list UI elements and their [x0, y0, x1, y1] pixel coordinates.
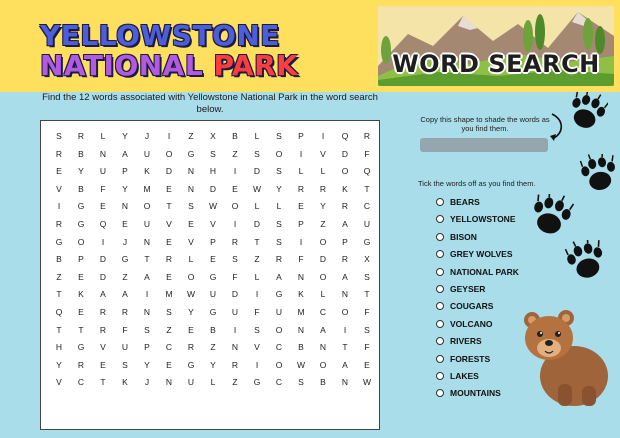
- grid-letter[interactable]: A: [342, 359, 348, 370]
- grid-letter[interactable]: F: [364, 342, 370, 353]
- grid-letter[interactable]: P: [298, 131, 304, 141]
- grid-letter[interactable]: N: [231, 342, 239, 353]
- tick-instruction: Tick the words off as you find them.: [418, 179, 536, 188]
- grid-letter[interactable]: P: [144, 342, 150, 353]
- title-yellowstone: YELLOWSTONE: [40, 19, 280, 52]
- tick-checkbox[interactable]: [436, 198, 444, 206]
- grid-letter[interactable]: N: [297, 324, 305, 335]
- grid-row: [41, 216, 379, 234]
- grid-row: [41, 146, 379, 164]
- grid-letter[interactable]: B: [210, 324, 216, 335]
- grid-letter[interactable]: E: [188, 324, 194, 335]
- grid-letter[interactable]: U: [363, 219, 371, 229]
- grid-letter[interactable]: D: [341, 148, 349, 159]
- grid-letter[interactable]: R: [77, 131, 85, 141]
- grid-letter[interactable]: L: [320, 166, 326, 177]
- grid-letter[interactable]: X: [364, 254, 370, 265]
- tick-checkbox[interactable]: [436, 355, 444, 363]
- grid-letter[interactable]: R: [297, 183, 305, 194]
- grid-letter[interactable]: I: [299, 148, 303, 159]
- grid-letter[interactable]: U: [121, 342, 129, 353]
- grid-letter[interactable]: D: [319, 254, 327, 265]
- grid-letter[interactable]: N: [187, 166, 195, 177]
- highlight-shape: [420, 138, 548, 152]
- grid-letter[interactable]: G: [253, 377, 261, 388]
- grid-row: [41, 181, 379, 199]
- grid-letter[interactable]: U: [231, 307, 239, 317]
- grid-letter[interactable]: S: [144, 324, 150, 335]
- grid-letter[interactable]: E: [232, 183, 238, 194]
- grid-letter[interactable]: C: [319, 307, 327, 317]
- title-national: NATIONAL: [40, 49, 204, 82]
- grid-letter[interactable]: R: [231, 236, 239, 247]
- grid-letter[interactable]: Q: [99, 219, 107, 229]
- grid-letter[interactable]: B: [232, 131, 238, 141]
- grid-letter[interactable]: Y: [320, 201, 326, 212]
- grid-letter[interactable]: T: [56, 289, 62, 300]
- grid-letter[interactable]: X: [210, 131, 216, 141]
- grid-letter[interactable]: O: [143, 201, 151, 212]
- word-label: NATIONAL PARK: [450, 266, 519, 277]
- grid-letter[interactable]: S: [298, 377, 304, 388]
- grid-letter[interactable]: R: [341, 254, 349, 265]
- grid-letter[interactable]: G: [55, 236, 63, 247]
- word-search-banner: [378, 6, 614, 86]
- grid-letter[interactable]: Y: [122, 131, 128, 141]
- grid-letter[interactable]: N: [341, 289, 349, 300]
- grid-letter[interactable]: F: [298, 254, 304, 265]
- word-label: FORESTS: [450, 353, 491, 364]
- grid-letter[interactable]: E: [100, 359, 106, 370]
- grid-letter[interactable]: E: [100, 201, 106, 212]
- grid-letter[interactable]: Y: [56, 359, 62, 370]
- grid-letter[interactable]: Y: [78, 166, 84, 177]
- grid-letter[interactable]: Z: [232, 377, 238, 388]
- grid-letter[interactable]: P: [298, 219, 304, 229]
- grid-letter[interactable]: G: [187, 359, 195, 370]
- grid-letter[interactable]: I: [343, 324, 347, 335]
- grid-letter[interactable]: A: [320, 324, 326, 335]
- grid-letter[interactable]: S: [276, 131, 282, 141]
- grid-letter[interactable]: J: [144, 377, 150, 388]
- grid-letter[interactable]: Y: [276, 183, 282, 194]
- grid-letter[interactable]: N: [99, 148, 107, 159]
- grid-letter[interactable]: Z: [188, 131, 194, 141]
- grid-letter[interactable]: L: [100, 131, 106, 141]
- grid-letter[interactable]: A: [100, 289, 106, 300]
- grid-letter[interactable]: A: [342, 219, 348, 229]
- grid-letter[interactable]: T: [78, 324, 84, 335]
- grid-letter[interactable]: I: [321, 131, 325, 141]
- grid-letter[interactable]: A: [342, 271, 348, 282]
- grid-letter[interactable]: G: [77, 342, 85, 353]
- grid-letter[interactable]: E: [166, 183, 172, 194]
- grid-row: [41, 234, 379, 252]
- grid-letter[interactable]: F: [232, 271, 238, 282]
- grid-letter[interactable]: E: [122, 219, 128, 229]
- grid-letter[interactable]: V: [100, 342, 106, 353]
- grid-letter[interactable]: U: [209, 289, 217, 300]
- grid-letter[interactable]: K: [298, 289, 304, 300]
- grid-letter[interactable]: H: [55, 342, 63, 353]
- grid-letter[interactable]: J: [144, 131, 150, 141]
- grid-letter[interactable]: H: [209, 166, 217, 177]
- grid-letter[interactable]: N: [341, 377, 349, 388]
- grid-letter[interactable]: S: [364, 324, 370, 335]
- grid-letter[interactable]: B: [298, 342, 304, 353]
- grid-letter[interactable]: T: [342, 342, 348, 353]
- grid-letter[interactable]: T: [166, 201, 172, 212]
- title-park: PARK: [213, 49, 299, 82]
- grid-letter[interactable]: Z: [232, 148, 238, 159]
- grid-letter[interactable]: W: [296, 359, 306, 370]
- grid-letter[interactable]: V: [56, 377, 62, 388]
- grid-letter[interactable]: K: [144, 166, 150, 177]
- grid-letter[interactable]: I: [167, 131, 171, 141]
- grid-letter[interactable]: G: [209, 307, 217, 317]
- grid-letter[interactable]: O: [341, 307, 349, 317]
- paw-print-icon: [528, 194, 574, 238]
- grid-letter[interactable]: R: [187, 342, 195, 353]
- grid-letter[interactable]: R: [55, 219, 63, 229]
- curved-arrow-icon: [548, 112, 566, 142]
- grid-letter[interactable]: F: [364, 307, 370, 317]
- grid-letter[interactable]: E: [210, 254, 216, 265]
- grid-letter[interactable]: I: [145, 289, 149, 300]
- grid-letter[interactable]: O: [341, 166, 349, 177]
- grid-letter[interactable]: S: [254, 148, 260, 159]
- grid-letter[interactable]: T: [254, 236, 260, 247]
- grid-letter[interactable]: O: [275, 359, 283, 370]
- grid-instructions: Find the 12 words associated with Yellowstone National Park in the word search below.: [42, 92, 378, 115]
- tick-checkbox[interactable]: [436, 389, 444, 397]
- tick-checkbox[interactable]: [436, 337, 444, 345]
- word-label: GREY WOLVES: [450, 249, 513, 260]
- grid-row: [41, 251, 379, 269]
- grid-letter[interactable]: K: [122, 377, 128, 388]
- grid-letter[interactable]: E: [166, 236, 172, 247]
- word-search-grid[interactable]: [40, 120, 380, 430]
- grid-letter[interactable]: S: [232, 254, 238, 265]
- grid-letter[interactable]: A: [276, 271, 282, 282]
- grid-letter[interactable]: G: [187, 148, 195, 159]
- grid-letter[interactable]: S: [188, 201, 194, 212]
- grid-letter[interactable]: P: [342, 236, 348, 247]
- grid-letter[interactable]: J: [122, 236, 128, 247]
- grid-letter[interactable]: R: [77, 359, 85, 370]
- grid-letter[interactable]: S: [56, 131, 62, 141]
- word-label: COUGARS: [450, 301, 494, 312]
- grid-letter[interactable]: D: [253, 166, 261, 177]
- copy-instruction: Copy this shape to shade the words as you find them.: [420, 115, 550, 133]
- worksheet-body: [0, 92, 620, 438]
- grid-letter[interactable]: N: [165, 377, 173, 388]
- grid-letter[interactable]: T: [100, 377, 106, 388]
- grid-letter[interactable]: M: [165, 289, 173, 300]
- grid-letter[interactable]: N: [121, 201, 129, 212]
- grid-letter[interactable]: I: [299, 236, 303, 247]
- grid-letter[interactable]: R: [55, 148, 63, 159]
- grid-letter[interactable]: B: [78, 148, 84, 159]
- grid-letter[interactable]: O: [319, 236, 327, 247]
- grid-letter[interactable]: I: [255, 289, 259, 300]
- grid-letter[interactable]: K: [78, 289, 84, 300]
- grid-letter[interactable]: L: [188, 254, 194, 265]
- grid-letter[interactable]: O: [275, 324, 283, 335]
- grid-row: [41, 163, 379, 181]
- grid-letter[interactable]: G: [275, 289, 283, 300]
- grid-letter[interactable]: K: [342, 183, 348, 194]
- grid-letter[interactable]: S: [254, 324, 260, 335]
- grid-row: [41, 322, 379, 340]
- grid-letter[interactable]: N: [143, 307, 151, 317]
- grid-letter[interactable]: S: [276, 166, 282, 177]
- grid-letter[interactable]: E: [166, 271, 172, 282]
- grid-letter[interactable]: S: [276, 236, 282, 247]
- grid-letter[interactable]: C: [77, 377, 85, 388]
- grid-row: [41, 198, 379, 216]
- grid-letter[interactable]: F: [364, 148, 370, 159]
- grid-letter[interactable]: W: [208, 201, 218, 212]
- grid-letter[interactable]: F: [100, 183, 106, 194]
- grid-letter[interactable]: W: [186, 289, 196, 300]
- grid-letter[interactable]: D: [165, 166, 173, 177]
- grid-letter[interactable]: I: [233, 324, 237, 335]
- grid-letter[interactable]: O: [187, 271, 195, 282]
- tick-checkbox[interactable]: [436, 215, 444, 223]
- tick-checkbox[interactable]: [436, 250, 444, 258]
- paw-print-icon: [578, 154, 620, 194]
- grid-letter[interactable]: I: [255, 359, 259, 370]
- grid-letter[interactable]: V: [320, 148, 326, 159]
- grid-row: [41, 286, 379, 304]
- grid-letter[interactable]: S: [122, 359, 128, 370]
- grid-letter[interactable]: Z: [254, 254, 260, 265]
- grid-letter[interactable]: C: [363, 201, 371, 212]
- grid-letter[interactable]: O: [319, 271, 327, 282]
- grid-letter[interactable]: P: [122, 166, 128, 177]
- grid-letter[interactable]: Z: [166, 324, 172, 335]
- grid-letter[interactable]: Q: [341, 131, 349, 141]
- word-label: MOUNTAINS: [450, 388, 501, 399]
- grid-letter[interactable]: V: [210, 219, 216, 229]
- grid-row: [41, 374, 379, 392]
- grid-letter[interactable]: E: [188, 219, 194, 229]
- grid-letter[interactable]: A: [144, 271, 150, 282]
- grid-letter[interactable]: F: [254, 307, 260, 317]
- tick-checkbox[interactable]: [436, 285, 444, 293]
- grid-letter[interactable]: P: [210, 236, 216, 247]
- grid-letter[interactable]: P: [78, 254, 84, 265]
- word-label: VOLCANO: [450, 318, 493, 329]
- grid-letter[interactable]: C: [165, 342, 173, 353]
- grid-letter[interactable]: L: [210, 377, 216, 388]
- grid-letter[interactable]: W: [362, 377, 372, 388]
- grid-letter[interactable]: R: [319, 183, 327, 194]
- grid-letter[interactable]: D: [231, 289, 239, 300]
- grid-letter[interactable]: S: [276, 219, 282, 229]
- grid-letter[interactable]: R: [341, 201, 349, 212]
- grid-letter[interactable]: O: [275, 148, 283, 159]
- grid-letter[interactable]: D: [209, 183, 217, 194]
- grid-letter[interactable]: I: [233, 166, 237, 177]
- grid-letter[interactable]: G: [209, 271, 217, 282]
- grid-letter[interactable]: O: [319, 359, 327, 370]
- grid-letter[interactable]: Y: [210, 359, 216, 370]
- grid-letter[interactable]: D: [253, 219, 261, 229]
- grid-letter[interactable]: B: [56, 254, 62, 265]
- grid-letter[interactable]: E: [364, 359, 370, 370]
- tick-checkbox[interactable]: [436, 233, 444, 241]
- paw-print-icon: [566, 92, 608, 132]
- word-label: BEARS: [450, 197, 480, 207]
- grid-letter[interactable]: R: [99, 307, 107, 317]
- grid-row: [41, 357, 379, 375]
- grid-letter[interactable]: I: [233, 219, 237, 229]
- grid-letter[interactable]: U: [99, 166, 107, 177]
- grid-letter[interactable]: B: [78, 183, 84, 194]
- grid-letter[interactable]: U: [187, 377, 195, 388]
- grid-letter[interactable]: Q: [55, 307, 63, 317]
- grid-letter[interactable]: N: [143, 236, 151, 247]
- grid-row: [41, 269, 379, 287]
- grid-letter[interactable]: R: [231, 359, 239, 370]
- grid-letter[interactable]: R: [121, 307, 129, 317]
- grid-letter[interactable]: O: [165, 148, 173, 159]
- paw-print-icon: [564, 240, 608, 282]
- grid-letter[interactable]: R: [275, 254, 283, 265]
- grid-letter[interactable]: E: [298, 201, 304, 212]
- tick-checkbox[interactable]: [436, 268, 444, 276]
- grid-letter[interactable]: E: [56, 166, 62, 177]
- grid-letter[interactable]: A: [122, 289, 128, 300]
- grid-letter[interactable]: M: [297, 307, 305, 317]
- grid-letter[interactable]: C: [275, 377, 283, 388]
- bear-illustration: [518, 302, 610, 408]
- word-label: YELLOWSTONE: [450, 214, 516, 225]
- grid-letter[interactable]: O: [231, 201, 239, 212]
- word-label: LAKES: [450, 371, 479, 381]
- grid-letter[interactable]: T: [56, 324, 62, 335]
- grid-letter[interactable]: T: [364, 289, 370, 300]
- grid-letter[interactable]: R: [99, 324, 107, 335]
- grid-letter[interactable]: D: [99, 254, 107, 265]
- grid-letter[interactable]: V: [166, 219, 172, 229]
- grid-letter[interactable]: R: [165, 254, 173, 265]
- grid-letter[interactable]: Z: [210, 342, 216, 353]
- word-search-label: WORD SEARCH: [392, 50, 600, 78]
- grid-letter[interactable]: B: [320, 377, 326, 388]
- word-label: RIVERS: [450, 336, 482, 347]
- grid-letter[interactable]: G: [363, 236, 371, 247]
- grid-letter[interactable]: U: [275, 307, 283, 317]
- grid-letter[interactable]: E: [166, 359, 172, 370]
- grid-letter[interactable]: T: [144, 254, 150, 265]
- grid-letter[interactable]: V: [254, 342, 260, 353]
- grid-letter[interactable]: L: [254, 271, 260, 282]
- grid-letter[interactable]: R: [363, 131, 371, 141]
- grid-row: [41, 339, 379, 357]
- grid-letter[interactable]: Y: [144, 359, 150, 370]
- grid-row: [41, 128, 379, 146]
- grid-letter[interactable]: L: [254, 131, 260, 141]
- header: [0, 0, 620, 92]
- grid-row: [41, 304, 379, 322]
- word-label: BISON: [450, 231, 477, 242]
- word-label: GEYSER: [450, 284, 486, 294]
- grid-letter[interactable]: C: [275, 342, 283, 353]
- grid-letter[interactable]: T: [364, 183, 370, 194]
- title-national-park: [40, 49, 299, 82]
- grid-letter[interactable]: E: [78, 271, 84, 282]
- grid-letter[interactable]: W: [252, 183, 262, 194]
- grid-letter[interactable]: L: [320, 289, 326, 300]
- grid-letter[interactable]: S: [364, 271, 370, 282]
- grid-letter[interactable]: N: [319, 342, 327, 353]
- grid-letter[interactable]: V: [56, 183, 62, 194]
- grid-letter[interactable]: S: [210, 148, 216, 159]
- grid-letter[interactable]: G: [121, 254, 129, 265]
- grid-letter[interactable]: Y: [122, 183, 128, 194]
- grid-letter[interactable]: V: [188, 236, 194, 247]
- grid-letter[interactable]: G: [77, 201, 85, 212]
- grid-letter[interactable]: L: [276, 201, 282, 212]
- grid-letter[interactable]: A: [122, 148, 128, 159]
- grid-letter[interactable]: U: [143, 219, 151, 229]
- grid-letter[interactable]: M: [143, 183, 151, 194]
- grid-letter[interactable]: Z: [320, 219, 326, 229]
- grid-letter[interactable]: Z: [122, 271, 128, 282]
- grid-letter[interactable]: Z: [56, 271, 62, 282]
- tick-checkbox[interactable]: [436, 320, 444, 328]
- tick-checkbox[interactable]: [436, 372, 444, 380]
- grid-letter[interactable]: I: [57, 201, 61, 212]
- grid-letter[interactable]: F: [122, 324, 128, 335]
- grid-letter[interactable]: I: [101, 236, 105, 247]
- grid-letter[interactable]: G: [77, 219, 85, 229]
- grid-letter[interactable]: S: [166, 307, 172, 317]
- tick-checkbox[interactable]: [436, 302, 444, 310]
- grid-letter[interactable]: U: [143, 148, 151, 159]
- grid-letter[interactable]: O: [77, 236, 85, 247]
- grid-letter[interactable]: L: [254, 201, 260, 212]
- grid-letter[interactable]: N: [187, 183, 195, 194]
- grid-letter[interactable]: E: [78, 307, 84, 317]
- grid-letter[interactable]: L: [298, 166, 304, 177]
- grid-letter[interactable]: Q: [363, 166, 371, 177]
- grid-letter[interactable]: Y: [188, 307, 194, 317]
- grid-letter[interactable]: D: [99, 271, 107, 282]
- grid-letter[interactable]: N: [297, 271, 305, 282]
